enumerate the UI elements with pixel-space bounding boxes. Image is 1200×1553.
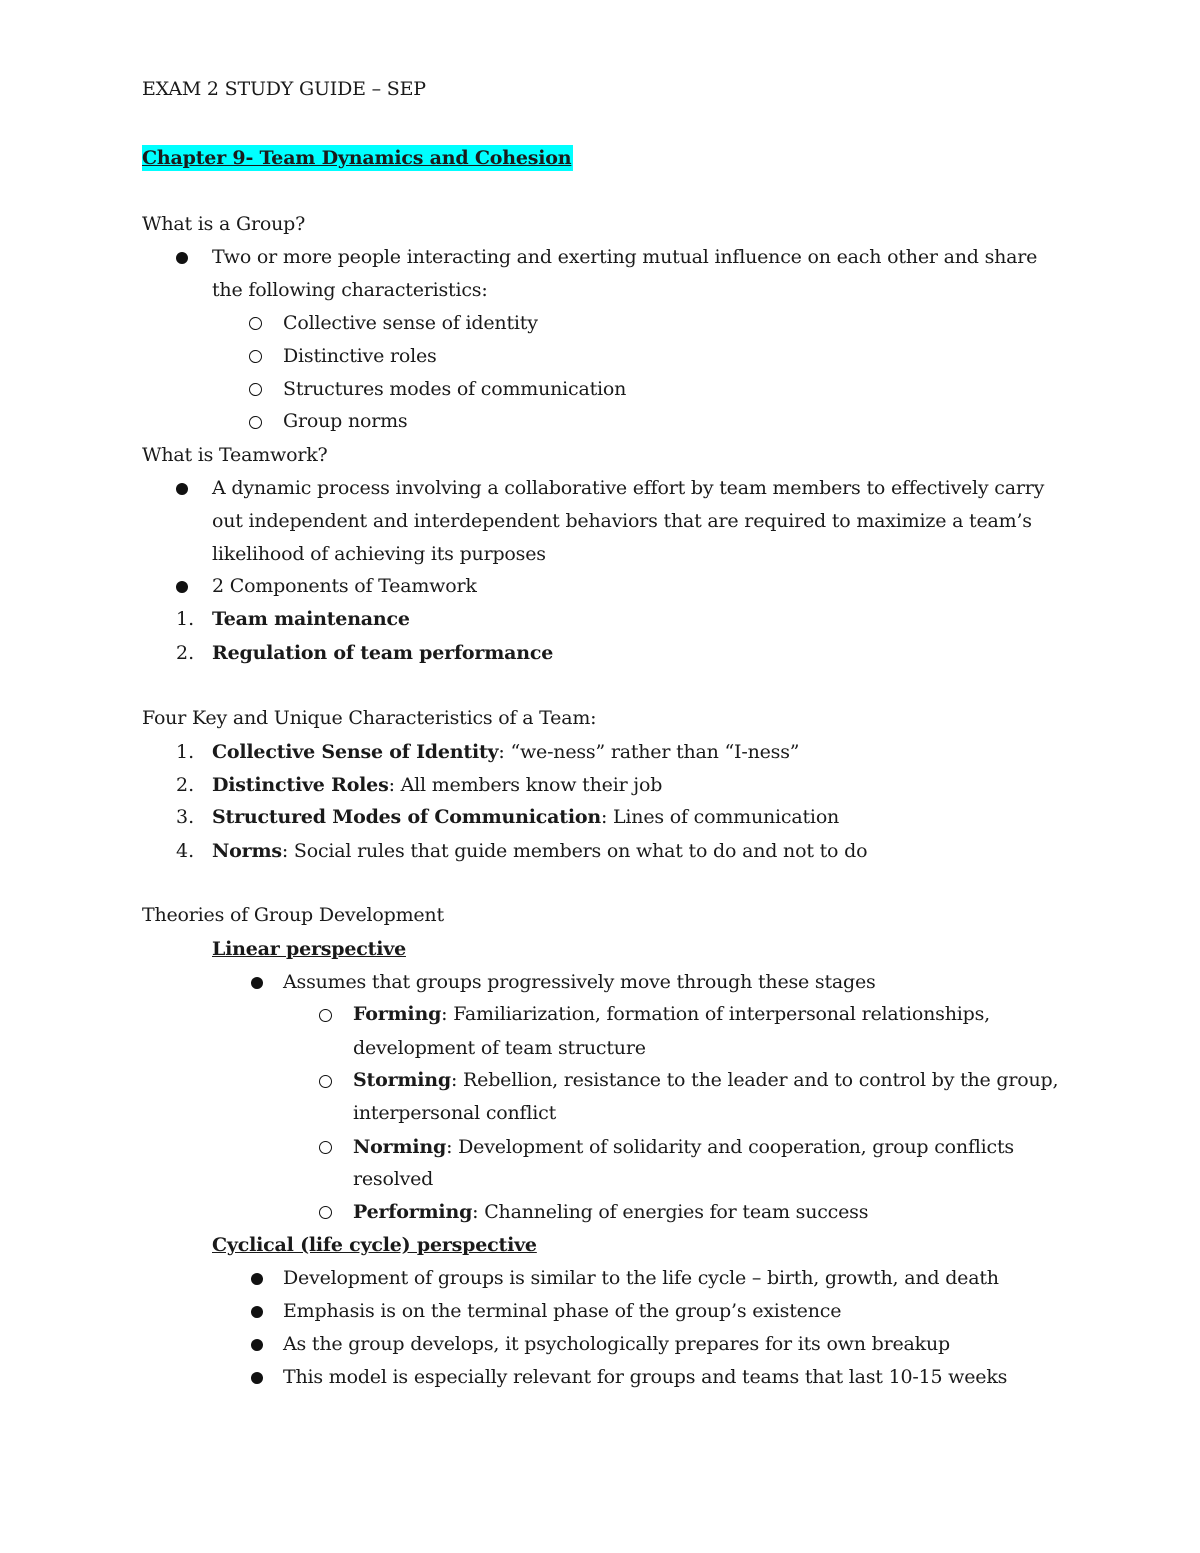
stage-desc: : Rebellion, resistance to the leader and to control by the group, [451, 1069, 1059, 1091]
group-question: What is a Group? [142, 213, 306, 235]
teamwork-component: Team maintenance [212, 608, 410, 630]
cyclical-point: As the group develops, it psychologically prepares for its own breakup [283, 1333, 950, 1355]
theories-heading: Theories of Group Development [142, 904, 444, 926]
bullet-circle-icon [319, 1141, 332, 1154]
stage-desc: : Familiarization, formation of interpersonal relationships, [441, 1003, 990, 1025]
linear-stage-cont: development of team structure [353, 1037, 646, 1059]
group-characteristic: Distinctive roles [283, 345, 437, 367]
bullet-circle-icon [249, 383, 262, 396]
cyclical-point: Emphasis is on the terminal phase of the group’s existence [283, 1300, 842, 1322]
four-key-term: Norms [212, 840, 282, 862]
teamwork-definition-line1: A dynamic process involving a collaborative effort by team members to effectively carry [212, 477, 1045, 499]
four-key-desc: : “we-ness” rather than “I-ness” [498, 741, 800, 763]
stage-desc: : Development of solidarity and cooperation, group conflicts [446, 1136, 1014, 1158]
list-number: 4. [176, 840, 195, 862]
four-key-item [212, 839, 867, 863]
group-characteristic: Group norms [283, 410, 408, 432]
bullet-disc-icon [176, 483, 188, 495]
group-definition-line1: Two or more people interacting and exerting mutual influence on each other and share [212, 246, 1038, 268]
four-key-term: Collective Sense of Identity [212, 741, 499, 763]
linear-stage-cont: interpersonal conflict [353, 1102, 557, 1124]
cyclical-point: This model is especially relevant for groups and teams that last 10-15 weeks [283, 1366, 1008, 1388]
bullet-circle-icon [319, 1009, 332, 1022]
list-number: 2. [176, 642, 195, 664]
bullet-circle-icon [319, 1206, 332, 1219]
list-number: 1. [176, 741, 195, 763]
cyclical-perspective-title: Cyclical (life cycle) perspective [212, 1234, 537, 1256]
stage-term: Storming [353, 1069, 452, 1091]
linear-stage [353, 1002, 990, 1026]
teamwork-question: What is Teamwork? [142, 444, 328, 466]
bullet-circle-icon [249, 416, 262, 429]
linear-stage-cont: resolved [353, 1168, 434, 1190]
four-key-term: Structured Modes of Communication [212, 806, 601, 828]
list-number: 1. [176, 608, 195, 630]
linear-perspective-title: Linear perspective [212, 938, 406, 960]
stage-term: Norming [353, 1136, 447, 1158]
linear-assumption: Assumes that groups progressively move through these stages [283, 971, 876, 993]
bullet-disc-icon [251, 1339, 263, 1351]
bullet-disc-icon [251, 1273, 263, 1285]
teamwork-component: Regulation of team performance [212, 642, 554, 664]
four-key-heading: Four Key and Unique Characteristics of a Team: [142, 707, 597, 729]
cyclical-point: Development of groups is similar to the life cycle – birth, growth, and death [283, 1267, 999, 1289]
four-key-desc: : All members know their job [388, 774, 663, 796]
linear-stage [353, 1068, 1058, 1092]
bullet-disc-icon [251, 1306, 263, 1318]
teamwork-definition-line2: out independent and interdependent behaviors that are required to maximize a team’s [212, 510, 1032, 532]
bullet-disc-icon [251, 977, 263, 989]
bullet-disc-icon [176, 252, 188, 264]
list-number: 3. [176, 806, 195, 828]
chapter-title-text: Chapter 9- Team Dynamics and Cohesion [142, 147, 572, 169]
teamwork-definition-line3: likelihood of achieving its purposes [212, 543, 546, 565]
four-key-desc: : Lines of communication [600, 806, 840, 828]
linear-stage [353, 1200, 868, 1224]
teamwork-components-label: 2 Components of Teamwork [212, 575, 477, 597]
chapter-title [142, 146, 573, 170]
stage-term: Forming [353, 1003, 442, 1025]
stage-desc: : Channeling of energies for team success [472, 1201, 869, 1223]
group-characteristic: Structures modes of communication [283, 378, 627, 400]
four-key-term: Distinctive Roles [212, 774, 389, 796]
linear-stage [353, 1135, 1014, 1159]
bullet-disc-icon [251, 1372, 263, 1384]
four-key-item [212, 740, 799, 764]
document-header: EXAM 2 STUDY GUIDE – SEP [142, 78, 426, 100]
list-number: 2. [176, 774, 195, 796]
bullet-circle-icon [249, 350, 262, 363]
bullet-circle-icon [319, 1075, 332, 1088]
group-characteristic: Collective sense of identity [283, 312, 538, 334]
four-key-item [212, 805, 839, 829]
group-definition-line2: the following characteristics: [212, 279, 488, 301]
stage-term: Performing [353, 1201, 473, 1223]
bullet-circle-icon [249, 317, 262, 330]
bullet-disc-icon [176, 581, 188, 593]
four-key-desc: : Social rules that guide members on what to do and not to do [281, 840, 868, 862]
four-key-item [212, 773, 662, 797]
